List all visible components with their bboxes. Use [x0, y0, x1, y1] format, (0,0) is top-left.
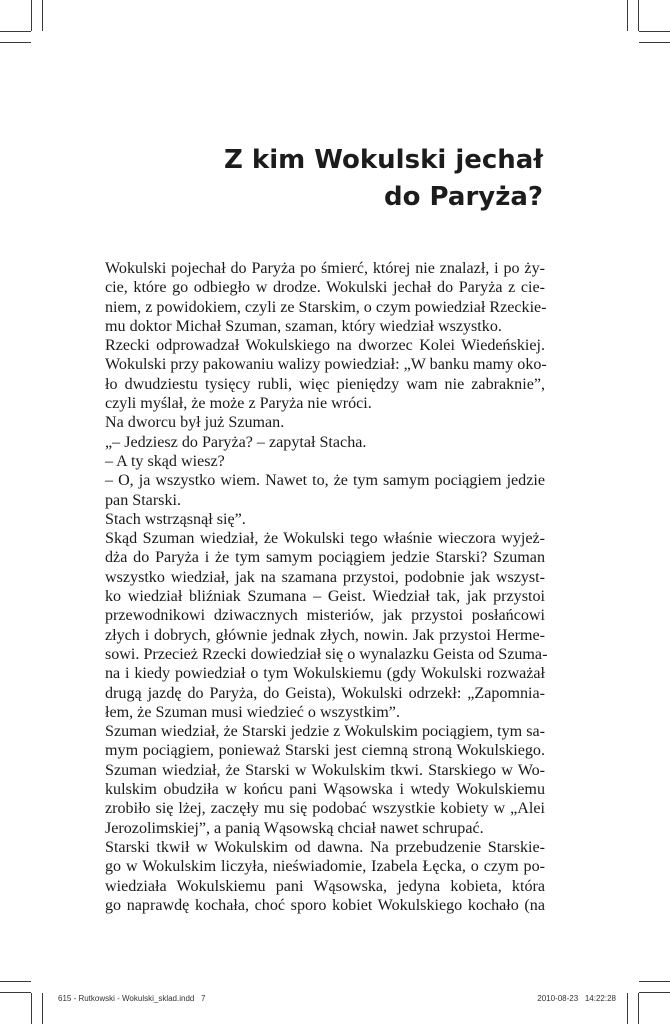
crop-mark-bottom-right-inner-vertical [638, 993, 639, 1024]
text-line: zrobiło się lżej, zaczęły mu się podobać wszystkie kobiety w „Alei [105, 800, 545, 818]
chapter-title [123, 142, 543, 216]
crop-mark-bottom-right-inner-horizontal [639, 992, 670, 993]
crop-mark-top-left-horizontal [0, 42, 31, 43]
chapter-title-line-1: Z kim Wokulski jechał [224, 145, 543, 175]
text-line: pan Starski. [105, 491, 181, 509]
crop-mark-top-right-horizontal [639, 42, 670, 43]
text-line: Szuman wiedział, że Starski w Wokulskim tkwi. Starskiego w Wo- [105, 761, 545, 779]
text-line: ło dwudziestu tysięcy rubli, więc pieniędzy wam nie zabraknie”, [105, 375, 545, 393]
text-line: Skąd Szuman wiedział, że Wokulski tego właśnie wieczora wyjeż- [105, 530, 545, 548]
slug-datetime: 2010-08-23 14:22:28 [537, 994, 616, 1003]
text-line: kulskim obudziła w końcu pani Wąsowska i wtedy Wokulskiemu [105, 781, 545, 799]
text-line: ko wiedział bliźniak Szumana – Geist. Wiedział tak, jak przystoi [105, 588, 545, 606]
text-line: Rzecki odprowadzał Wokulskiego na dworzec Kolei Wiedeńskiej. [105, 337, 545, 355]
text-line: – A ty skąd wiesz? [105, 452, 225, 470]
text-line: Starski tkwił w Wokulskim od dawna. Na przebudzenie Starskie- [105, 838, 545, 856]
text-line: wiedziała Wokulskiemu pani Wąsowska, jedyna kobieta, która [105, 877, 545, 895]
text-line: go w Wokulskim liczyła, nieświadomie, Izabela Łęcka, o czym po- [105, 858, 545, 876]
crop-mark-top-right-vertical [627, 0, 628, 31]
text-line: mym pociągiem, ponieważ Starski jest ciemną stroną Wokulskiego. [105, 742, 545, 760]
text-line: złych i dobrych, głównie jednak złych, nowin. Jak przystoi Herme- [105, 626, 545, 644]
crop-mark-top-right-inner-horizontal [639, 31, 670, 32]
crop-mark-bottom-right-vertical [627, 993, 628, 1024]
text-line: „– Jedziesz do Paryża? – zapytał Stacha. [105, 433, 367, 451]
crop-mark-bottom-left-vertical [31, 993, 32, 1024]
text-line: Na dworcu był już Szuman. [105, 414, 285, 432]
crop-mark-bottom-left-inner-vertical [42, 993, 43, 1024]
text-line: łem, że Szuman musi wiedzieć o wszystkim”. [105, 703, 400, 721]
text-line: cie, które go odbiegło w drodze. Wokulski jechał do Paryża z cie- [105, 279, 545, 297]
slug-filename: 615 - Rutkowski - Wokulski_sklad.indd 7 [58, 994, 206, 1003]
crop-mark-top-left-inner-vertical [42, 0, 43, 31]
text-line: dża do Paryża i że tym samym pociągiem jedzie Starski? Szuman [105, 549, 545, 567]
crop-mark-top-left-inner-horizontal [0, 31, 31, 32]
chapter-title-line-2: do Paryża? [384, 182, 543, 212]
text-line: sowi. Przecież Rzecki dowiedział się o wynalazku Geista od Szuma- [105, 645, 548, 663]
crop-mark-bottom-left-inner-horizontal [0, 992, 31, 993]
text-line: czyli myślał, że może z Paryża nie wróci. [105, 395, 372, 413]
text-line: Wokulski przy pakowaniu walizy powiedział: „W banku mamy oko- [105, 356, 547, 374]
text-line: niem, z powidokiem, czyli ze Starskim, o czym powiedział Rzeckie- [105, 298, 547, 316]
text-line: go naprawdę kochała, choć sporo kobiet Wokulskiego kochało (na [105, 896, 545, 914]
crop-mark-top-right-inner-vertical [638, 0, 639, 31]
text-line: Wokulski pojechał do Paryża po śmierć, której nie znalazł, i po ży- [105, 260, 545, 277]
text-line: drugą jazdę do Paryża, do Geista), Wokulski odrzekł: „Zapomnia- [105, 684, 545, 702]
crop-mark-bottom-left-horizontal [0, 981, 31, 982]
text-line: – O, ja wszystko wiem. Nawet to, że tym samym pociągiem jedzie [105, 472, 545, 490]
text-line: wszystko wiedział, jak na szamana przystoi, podobnie jak wszyst- [105, 568, 545, 586]
text-line: Stach wstrząsnął się”. [105, 510, 246, 528]
text-line: Jerozolimskiej”, a panią Wąsowską chciał nawet schrupać. [105, 819, 484, 837]
crop-mark-bottom-right-horizontal [639, 981, 670, 982]
crop-mark-top-left-vertical [31, 0, 32, 31]
text-line: na i kiedy powiedział o tym Wokulskiemu (gdy Wokulski rozważał [105, 665, 545, 683]
text-line: mu doktor Michał Szuman, szaman, który wiedział wszystko. [105, 317, 502, 335]
text-line: Szuman wiedział, że Starski jedzie z Wokulskim pociągiem, tym sa- [105, 723, 545, 741]
text-line: przewodnikowi dziwacznych misteriów, jak przystoi posłańcowi [105, 607, 545, 625]
body-text [105, 259, 548, 915]
